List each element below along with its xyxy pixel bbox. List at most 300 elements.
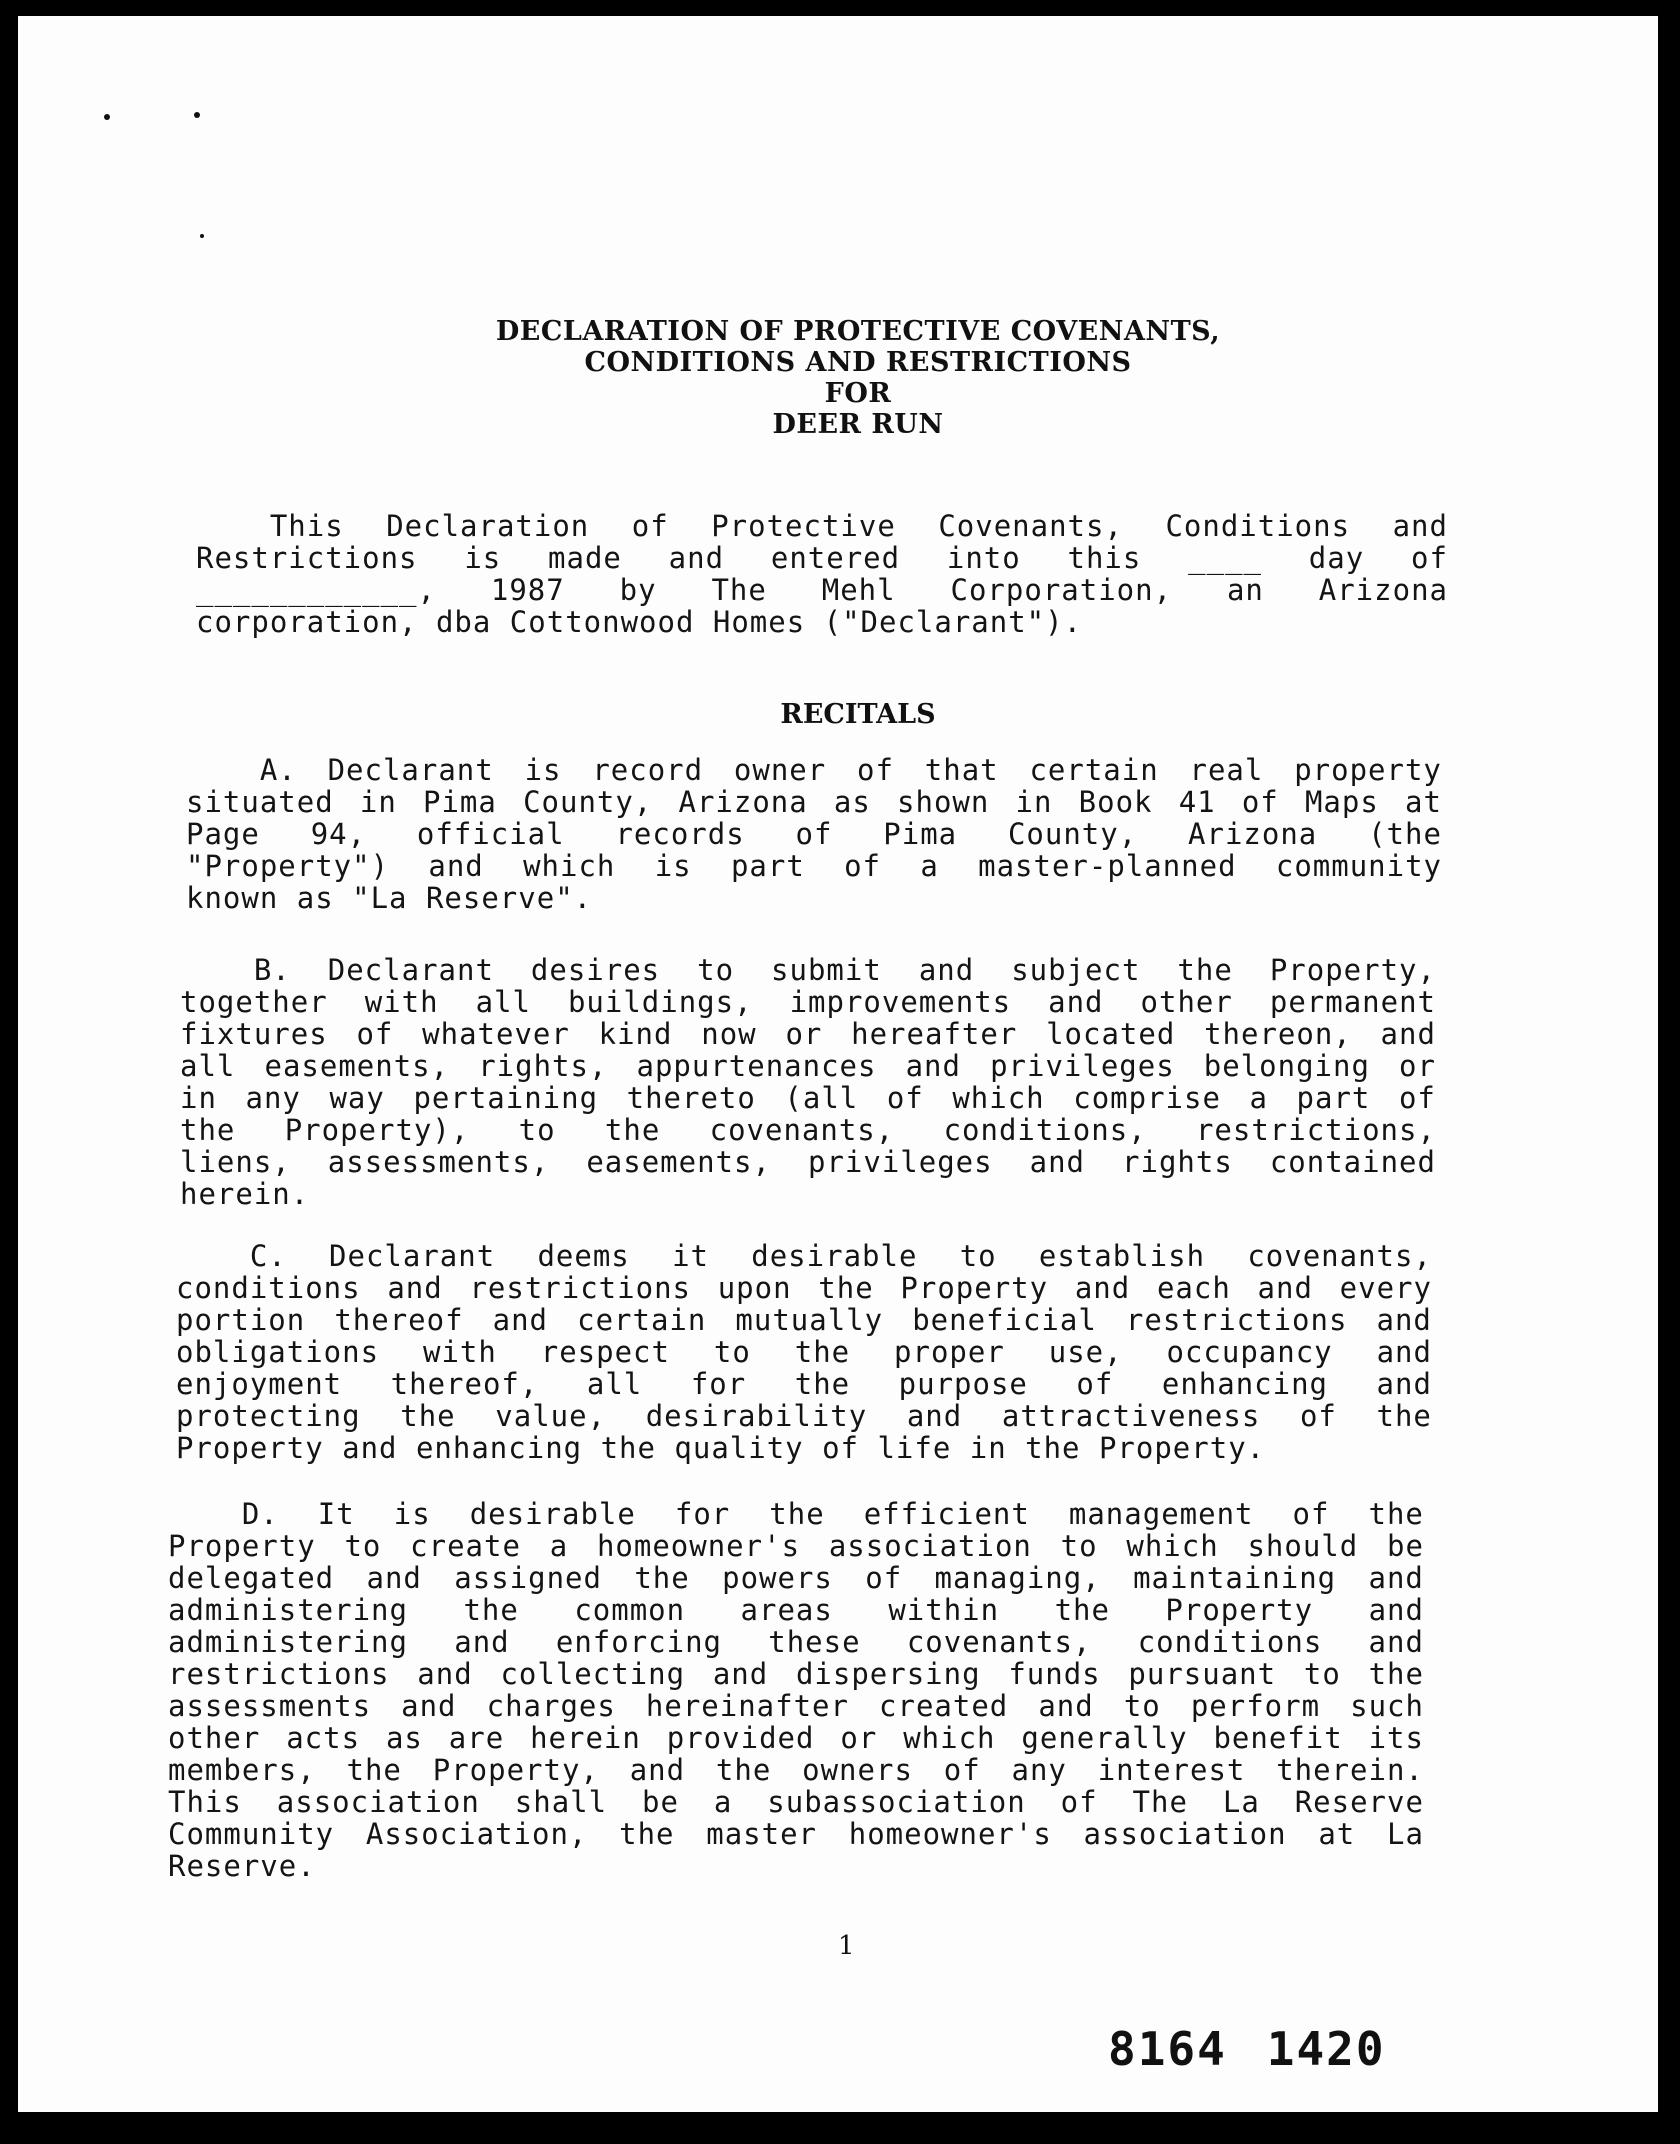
recital-line <box>180 1018 1436 1050</box>
recital-line <box>168 1722 1424 1754</box>
word: for <box>690 1367 747 1401</box>
word: in <box>1015 785 1053 819</box>
word: to <box>1060 1529 1098 1563</box>
recital-line: herein. <box>180 1177 310 1211</box>
word: of <box>1076 1367 1114 1401</box>
word: owner <box>733 753 827 787</box>
recital-d <box>168 1498 1424 1882</box>
word: or <box>785 1017 823 1051</box>
word: Arizona <box>678 785 808 819</box>
recital-line <box>176 1304 1432 1336</box>
word: part <box>730 849 805 883</box>
recital-line <box>180 1114 1436 1146</box>
word: D. <box>168 1497 279 1531</box>
word: official <box>416 817 565 851</box>
word: charges <box>486 1689 616 1723</box>
recital-line <box>168 1786 1424 1818</box>
word: contained <box>1269 1145 1436 1179</box>
word: Pima <box>883 817 958 851</box>
word: homeowner's <box>596 1529 801 1563</box>
word: This <box>196 509 344 543</box>
word: certain <box>577 1303 707 1337</box>
word: any <box>1011 1753 1067 1787</box>
word: or <box>840 1721 878 1755</box>
word: powers <box>722 1561 833 1595</box>
word: conditions <box>176 1271 361 1305</box>
word: delegated <box>168 1561 335 1595</box>
word: Community <box>168 1817 335 1851</box>
recital-line <box>168 1626 1424 1658</box>
word: Pima <box>423 785 497 819</box>
word: members, <box>168 1753 316 1787</box>
word: Corporation, <box>950 573 1173 607</box>
word: association <box>276 1785 480 1819</box>
word: enhancing <box>1161 1367 1328 1401</box>
word: and <box>712 1657 769 1691</box>
word: into <box>946 541 1021 575</box>
word: together <box>180 985 328 1019</box>
word: ____ <box>1188 541 1262 575</box>
word: thereto <box>626 1081 756 1115</box>
word: to <box>697 953 735 987</box>
word: to <box>1303 1657 1341 1691</box>
word: and <box>905 1049 961 1083</box>
word: the <box>604 1113 661 1147</box>
word: other <box>1140 985 1233 1019</box>
word: these <box>768 1625 861 1659</box>
word: the <box>769 1497 825 1531</box>
recital-line <box>176 1240 1432 1272</box>
word: and <box>1368 1561 1424 1595</box>
word: of <box>865 1561 903 1595</box>
word: It <box>317 1497 355 1531</box>
recital-a <box>186 754 1442 914</box>
word: record <box>592 753 704 787</box>
word: conditions, <box>943 1113 1147 1147</box>
recital-line <box>180 954 1436 986</box>
word: upon <box>717 1271 792 1305</box>
word: to <box>518 1113 556 1147</box>
word: Association, <box>365 1817 588 1851</box>
word: which <box>1126 1529 1219 1563</box>
word: to <box>713 1335 751 1369</box>
word: of <box>943 1753 981 1787</box>
word: to <box>959 1239 997 1273</box>
recital-line <box>168 1690 1424 1722</box>
word: hereafter <box>851 1017 1018 1051</box>
recital-line <box>168 1754 1424 1786</box>
word: maintaining <box>1133 1561 1337 1595</box>
word: Arizona <box>1318 573 1448 607</box>
recital-line <box>180 1050 1436 1082</box>
word: administering <box>168 1593 408 1627</box>
recital-line <box>186 786 1442 818</box>
word: Conditions <box>1165 509 1351 543</box>
word: occupancy <box>1166 1335 1333 1369</box>
word: County, <box>1007 817 1138 851</box>
recital-line: Property and enhancing the quality of life in the Property. <box>176 1431 1266 1465</box>
word: obligations <box>176 1335 380 1369</box>
word: The <box>711 573 767 607</box>
intro-line <box>196 510 1448 542</box>
recital-c <box>176 1240 1432 1464</box>
word: and <box>1380 1017 1436 1051</box>
word: covenants, <box>709 1113 895 1147</box>
word: assigned <box>454 1561 602 1595</box>
word: A. <box>186 753 297 787</box>
word: enforcing <box>555 1625 723 1659</box>
word: records <box>615 817 745 851</box>
word: permanent <box>1269 985 1436 1019</box>
word: in <box>180 1081 217 1115</box>
word: easements, <box>586 1145 771 1179</box>
word: restrictions <box>1125 1303 1348 1337</box>
title-line-4: DEER RUN <box>772 409 944 440</box>
recital-line <box>176 1272 1432 1304</box>
word: of <box>844 849 882 883</box>
word: and <box>366 1561 422 1595</box>
word: way <box>329 1081 385 1115</box>
word: of <box>1299 1399 1337 1433</box>
word: within <box>888 1593 1000 1627</box>
word: interest <box>1097 1753 1246 1787</box>
word: and <box>417 1657 473 1691</box>
word: C. <box>176 1239 287 1273</box>
word: should <box>1247 1529 1359 1563</box>
word: covenants, <box>906 1625 1092 1659</box>
word: made <box>548 541 622 575</box>
word: the <box>818 1271 874 1305</box>
word: improvements <box>789 985 1012 1019</box>
word: with <box>422 1335 497 1369</box>
word: rights, <box>478 1049 608 1083</box>
word: all <box>475 985 531 1019</box>
word: for <box>674 1497 731 1531</box>
word: acts <box>286 1721 361 1755</box>
word: 41 <box>1178 785 1216 819</box>
word: is <box>393 1497 431 1531</box>
word: Page <box>186 817 260 851</box>
word: Maps <box>1304 785 1379 819</box>
word: of <box>857 753 894 787</box>
word: the <box>346 1753 402 1787</box>
word: Mehl <box>821 573 896 607</box>
word: of <box>1060 1785 1098 1819</box>
word: the <box>634 1561 690 1595</box>
word: all <box>586 1367 643 1401</box>
word: by <box>619 573 657 607</box>
recital-line <box>176 1336 1432 1368</box>
recital-line <box>186 850 1442 882</box>
word: and <box>1029 1145 1086 1179</box>
word: and <box>454 1625 510 1659</box>
word: belonging <box>1203 1049 1370 1083</box>
word: use, <box>1048 1335 1123 1369</box>
word: covenants, <box>1247 1239 1432 1273</box>
word: and <box>387 1271 443 1305</box>
word: Covenants, <box>938 509 1123 543</box>
word: of <box>631 509 669 543</box>
word: and <box>1074 1271 1131 1305</box>
word: and <box>1368 1625 1424 1659</box>
word: of <box>795 817 833 851</box>
word: The <box>1132 1785 1188 1819</box>
word: now <box>701 1017 757 1051</box>
word: real <box>1189 753 1264 787</box>
word: create <box>410 1529 521 1563</box>
word: and <box>918 953 975 987</box>
recital-line <box>168 1594 1424 1626</box>
word: "Property") <box>186 849 390 883</box>
word: all <box>180 1049 236 1083</box>
word: portion <box>176 1303 306 1337</box>
word: 1987 <box>490 573 565 607</box>
word: Reserve <box>1294 1785 1424 1819</box>
word: La <box>1387 1817 1424 1851</box>
word: which <box>903 1721 996 1755</box>
word: it <box>672 1239 709 1273</box>
word: ____________, <box>196 573 436 607</box>
word: and <box>668 541 725 575</box>
intro-line: corporation, dba Cottonwood Homes ("Declarant"). <box>196 605 1083 639</box>
word: administering <box>168 1625 408 1659</box>
word: privileges <box>807 1145 993 1179</box>
page-number: 1 <box>838 1931 855 1961</box>
word: are <box>448 1721 505 1755</box>
word: be <box>1387 1529 1424 1563</box>
word: establish <box>1038 1239 1206 1273</box>
recital-line <box>168 1530 1424 1562</box>
word: County, <box>523 785 653 819</box>
word: therein. <box>1276 1753 1424 1787</box>
word: at <box>1318 1817 1356 1851</box>
word: purpose <box>898 1367 1028 1401</box>
word: each <box>1156 1271 1231 1305</box>
word: Property <box>168 1529 316 1563</box>
word: beneficial <box>912 1303 1097 1337</box>
word: comprise <box>1073 1081 1221 1115</box>
word: master-planned <box>978 849 1237 883</box>
word: as <box>833 785 871 819</box>
word: management <box>1068 1497 1254 1531</box>
recital-line <box>186 818 1442 850</box>
recording-number <box>1108 2022 1386 2076</box>
word: property <box>1294 753 1442 787</box>
word: entered <box>770 541 901 575</box>
word: every <box>1339 1271 1432 1305</box>
word: created <box>879 1689 1009 1723</box>
recital-line: known as "La Reserve". <box>186 881 593 915</box>
word: restrictions <box>168 1657 390 1691</box>
word: is <box>654 849 692 883</box>
word: privileges <box>990 1049 1175 1083</box>
word: in <box>359 785 397 819</box>
word: buildings, <box>567 985 753 1019</box>
word: and <box>1048 985 1104 1019</box>
word: of <box>1292 1497 1330 1531</box>
word: attractiveness <box>1001 1399 1261 1433</box>
word: the <box>1177 953 1233 987</box>
word: that <box>924 753 999 787</box>
word: benefit <box>1213 1721 1343 1755</box>
word: Declaration <box>386 509 590 543</box>
scan-speck <box>200 234 204 238</box>
word: day <box>1308 541 1365 575</box>
recital-line <box>186 754 1442 786</box>
word: areas <box>740 1593 833 1627</box>
title-line-1: DECLARATION OF PROTECTIVE COVENANTS, <box>495 316 1221 347</box>
word: and <box>1376 1303 1432 1337</box>
word: and <box>428 849 484 883</box>
word: Declarant <box>327 953 494 987</box>
word: and <box>1038 1689 1094 1723</box>
word: the <box>400 1399 456 1433</box>
word: of <box>1241 785 1279 819</box>
word: easements, <box>264 1049 450 1083</box>
word: (the <box>1368 817 1442 851</box>
word: and <box>1376 1335 1432 1369</box>
word: and <box>1368 1593 1424 1627</box>
word: value, <box>495 1399 607 1433</box>
word: desirable <box>469 1497 636 1531</box>
recital-line <box>180 986 1436 1018</box>
word: homeowner's <box>848 1817 1052 1851</box>
word: managing, <box>934 1561 1101 1595</box>
word: liens, <box>180 1145 291 1179</box>
word: herein <box>530 1721 641 1755</box>
scan-speck <box>194 112 200 118</box>
word: enjoyment <box>176 1367 343 1401</box>
word: located <box>1046 1017 1176 1051</box>
word: conditions <box>1137 1625 1323 1659</box>
word: and <box>1392 509 1448 543</box>
word: the <box>619 1817 675 1851</box>
word: subassociation <box>767 1785 1026 1819</box>
word: Property), <box>284 1113 470 1147</box>
word: of <box>1410 541 1448 575</box>
word: rights <box>1122 1145 1233 1179</box>
word: and <box>401 1689 457 1723</box>
word: or <box>1399 1049 1436 1083</box>
word: the <box>794 1367 851 1401</box>
word: association <box>828 1529 1032 1563</box>
word: its <box>1368 1721 1424 1755</box>
word: shown <box>897 785 990 819</box>
word: of <box>886 1081 924 1115</box>
scan-speck <box>104 114 110 120</box>
word: desirability <box>645 1399 868 1433</box>
word: La <box>1222 1785 1260 1819</box>
word: respect <box>540 1335 670 1369</box>
recital-line <box>180 1082 1436 1114</box>
word: the <box>1376 1399 1432 1433</box>
word: an <box>1226 573 1264 607</box>
word: Declarant <box>327 753 494 787</box>
recitals-heading: RECITALS <box>780 699 936 730</box>
word: Declarant <box>329 1239 496 1273</box>
word: perform <box>1190 1689 1321 1723</box>
word: master <box>706 1817 818 1851</box>
word: of <box>1398 1081 1436 1115</box>
intro-line <box>196 542 1448 574</box>
recital-line <box>168 1658 1424 1690</box>
word: and <box>629 1753 686 1787</box>
word: as <box>385 1721 423 1755</box>
word: a <box>1249 1081 1268 1115</box>
word: is <box>524 753 562 787</box>
title-line-2: CONDITIONS AND RESTRICTIONS <box>584 347 1132 378</box>
word: submit <box>771 953 882 987</box>
word: part <box>1296 1081 1371 1115</box>
word: the <box>1368 1497 1424 1531</box>
word: to <box>344 1529 382 1563</box>
word: Property, <box>1269 953 1436 987</box>
word: Book <box>1078 785 1153 819</box>
recital-line <box>176 1368 1432 1400</box>
recital-line <box>168 1818 1424 1850</box>
word: pursuant <box>1128 1657 1277 1691</box>
word: to <box>1123 1689 1161 1723</box>
word: common <box>574 1593 686 1627</box>
word: certain <box>1029 753 1159 787</box>
word: community <box>1275 849 1442 883</box>
document-page <box>18 16 1658 2112</box>
word: appurtenances <box>636 1049 877 1083</box>
word: restrictions, <box>1195 1113 1436 1147</box>
recital-b <box>180 954 1436 1210</box>
word: This <box>168 1785 242 1819</box>
word: fixtures <box>180 1017 328 1051</box>
word: assessments <box>168 1689 372 1723</box>
word: at <box>1405 785 1442 819</box>
word: whatever <box>422 1017 570 1051</box>
title-line-3: FOR <box>824 378 892 409</box>
word: this <box>1067 541 1142 575</box>
word: a <box>920 849 939 883</box>
word: efficient <box>863 1497 1030 1531</box>
word: restrictions <box>469 1271 691 1305</box>
recital-line <box>176 1400 1432 1432</box>
word: Restrictions <box>196 541 418 575</box>
word: Property, <box>432 1753 599 1787</box>
document-title <box>18 316 1658 440</box>
word: any <box>245 1081 301 1115</box>
word: 94, <box>310 817 367 851</box>
recording-number-part: 8164 <box>1108 2022 1227 2076</box>
word: subject <box>1011 953 1141 987</box>
word: (all <box>784 1081 859 1115</box>
word: Property <box>1165 1593 1314 1627</box>
word: proper <box>894 1335 1005 1369</box>
word: association <box>1083 1817 1287 1851</box>
word: a <box>713 1785 733 1819</box>
word: Protective <box>711 509 896 543</box>
word: hereinafter <box>645 1689 849 1723</box>
word: pertaining <box>413 1081 599 1115</box>
word: a <box>549 1529 569 1563</box>
recital-line <box>168 1562 1424 1594</box>
word: collecting <box>500 1657 686 1691</box>
word: and <box>906 1399 963 1433</box>
word: desires <box>530 953 661 987</box>
word: assessments, <box>327 1145 550 1179</box>
word: the <box>180 1113 236 1147</box>
word: B. <box>180 953 291 987</box>
word: kind <box>598 1017 673 1051</box>
word: the <box>715 1753 772 1787</box>
word: owners <box>802 1753 913 1787</box>
word: situated <box>186 785 334 819</box>
